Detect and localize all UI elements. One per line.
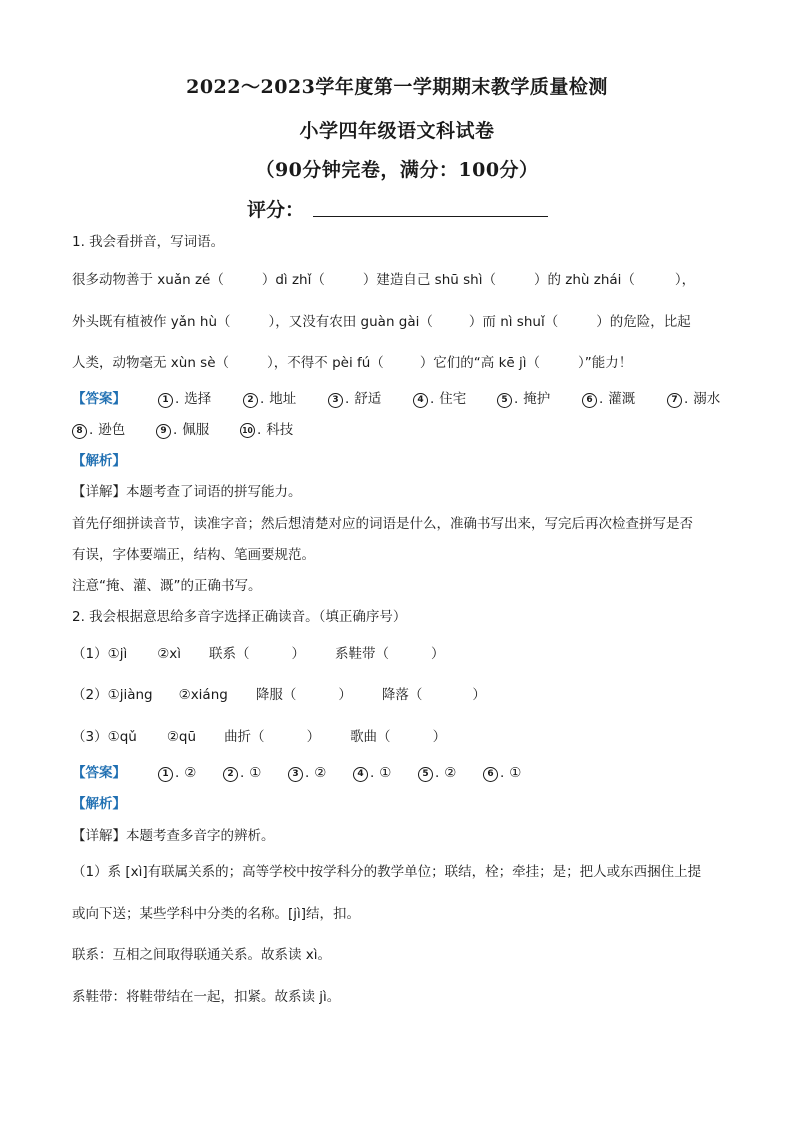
q1-analysis-label: 【解析】 <box>72 453 126 469</box>
q2-answer-2: 2 . ① <box>223 763 261 783</box>
q2-answer-4: 4 . ① <box>353 763 391 783</box>
q1-text: 外头既有植被作 yǎn hù（ <box>72 314 231 330</box>
q1-answer-7: 7 . 溺水 <box>667 389 720 409</box>
q1-answer-label: 【答案】 <box>72 391 126 407</box>
word-text: 曲折（ <box>224 729 265 745</box>
q1-paragraph: 有误，字体要端正，结构、笔画要规范。 <box>72 547 315 563</box>
q1-answer-10: 10 . 科技 <box>240 420 293 440</box>
q1-prompt: 1. 我会看拼音，写词语。 <box>72 234 225 250</box>
q1-answer-9: 9 . 佩服 <box>156 420 209 440</box>
q1-text: ），不得不 pèi fú（ <box>267 355 384 371</box>
word-text: 系鞋带（ <box>335 646 390 662</box>
q1-text: ）dì zhǐ（ <box>261 272 325 288</box>
q1-text: ）的 zhù zhái（ <box>533 272 635 288</box>
q1-answer-4: 4 . 住宅 <box>413 389 466 409</box>
word-text: 降落（ <box>381 687 423 703</box>
exam-time-note: （90分钟完卷，满分：100分） <box>255 159 539 181</box>
score-label: 评分： <box>247 199 305 221</box>
q1-text: ）它们的“高 kē jì（ <box>419 355 541 371</box>
q2-answer-label: 【答案】 <box>72 765 126 781</box>
pinyin-option: ②qū <box>166 729 197 745</box>
q1-text: ）的危险，比起 <box>596 314 691 330</box>
pinyin-option: ②xiáng <box>178 687 228 703</box>
q2-detail: 【详解】本题考查多音字的辨析。 <box>72 828 275 844</box>
q1-text: ）， <box>674 272 696 288</box>
q1-answer-5: 5 . 掩护 <box>497 389 550 409</box>
q1-text: ）而 nì shuǐ（ <box>468 314 559 330</box>
pinyin-option: （1）①jì <box>72 646 128 662</box>
q1-answer-6: 6 . 灌溉 <box>582 389 635 409</box>
word-text: 歌曲（ <box>350 729 391 745</box>
q1-answer-8: 8 . 逊色 <box>72 420 125 440</box>
q2-prompt: 2. 我会根据意思给多音字选择正确读音。（填正确序号） <box>72 609 407 625</box>
q1-text: 人类，动物毫无 xùn sè（ <box>72 355 230 371</box>
word-text: 降服（ <box>255 687 297 703</box>
q1-text: ）”能力！ <box>578 355 633 371</box>
q1-answer-3: 3 . 舒适 <box>328 389 381 409</box>
q2-paragraph: 或向下送；某些学科中分类的名称。[jì]结，扣。 <box>72 906 361 922</box>
q1-line1 <box>72 270 695 290</box>
word-text: 联系（ <box>209 646 250 662</box>
exam-subtitle: 小学四年级语文科试卷 <box>299 120 495 142</box>
q2-answer-6: 6 . ① <box>483 763 521 783</box>
q1-text: 很多动物善于 xuǎn zé（ <box>72 272 224 288</box>
q2-answer-5: 5 . ② <box>418 763 456 783</box>
q1-paragraph: 首先仔细拼读音节，读准字音；然后想清楚对应的词语是什么，准确书写出来，写完后再次检查拼写是否 <box>72 516 693 532</box>
q2-analysis-label: 【解析】 <box>72 796 126 812</box>
score-blank[interactable] <box>313 216 548 217</box>
q2-row3: （3）①qǔ ②qū 曲折（ ） 歌曲（ ） <box>72 729 447 745</box>
q1-answer-2: 2 . 地址 <box>243 389 296 409</box>
q2-answer-1: 1 . ② <box>158 763 196 783</box>
q2-row1: （1）①jì ②xì 联系（ ） 系鞋带（ ） <box>72 646 445 662</box>
pinyin-option: ②xì <box>157 646 182 662</box>
q1-detail: 【详解】本题考查了词语的拼写能力。 <box>72 484 302 500</box>
pinyin-option: （2）①jiàng <box>72 687 153 703</box>
q1-line3 <box>72 353 632 373</box>
q2-paragraph: （1）系 [xì]有联属关系的；高等学校中按学科分的教学单位；联结，栓；牵挂；是；把人或东西捆住上提 <box>72 864 702 880</box>
q1-text: ），又没有农田 guàn gài（ <box>268 314 433 330</box>
q1-paragraph: 注意“掩、灌、溉”的正确书写。 <box>72 578 262 594</box>
exam-title: 2022～2023学年度第一学期期末教学质量检测 <box>186 76 608 98</box>
q1-text: ）建造自己 shū shì（ <box>362 272 496 288</box>
q2-paragraph: 联系：互相之间取得联通关系。故系读 xì。 <box>72 947 332 963</box>
q1-answer-1: 1 . 选择 <box>158 389 211 409</box>
q2-row2: （2）①jiàng ②xiáng 降服（ ） 降落（ ） <box>72 687 486 703</box>
q2-paragraph: 系鞋带：将鞋带结在一起，扣紧。故系读 jì。 <box>72 989 341 1005</box>
q2-answer-3: 3 . ② <box>288 763 326 783</box>
pinyin-option: （3）①qǔ <box>72 729 137 745</box>
q1-line2 <box>72 312 691 332</box>
